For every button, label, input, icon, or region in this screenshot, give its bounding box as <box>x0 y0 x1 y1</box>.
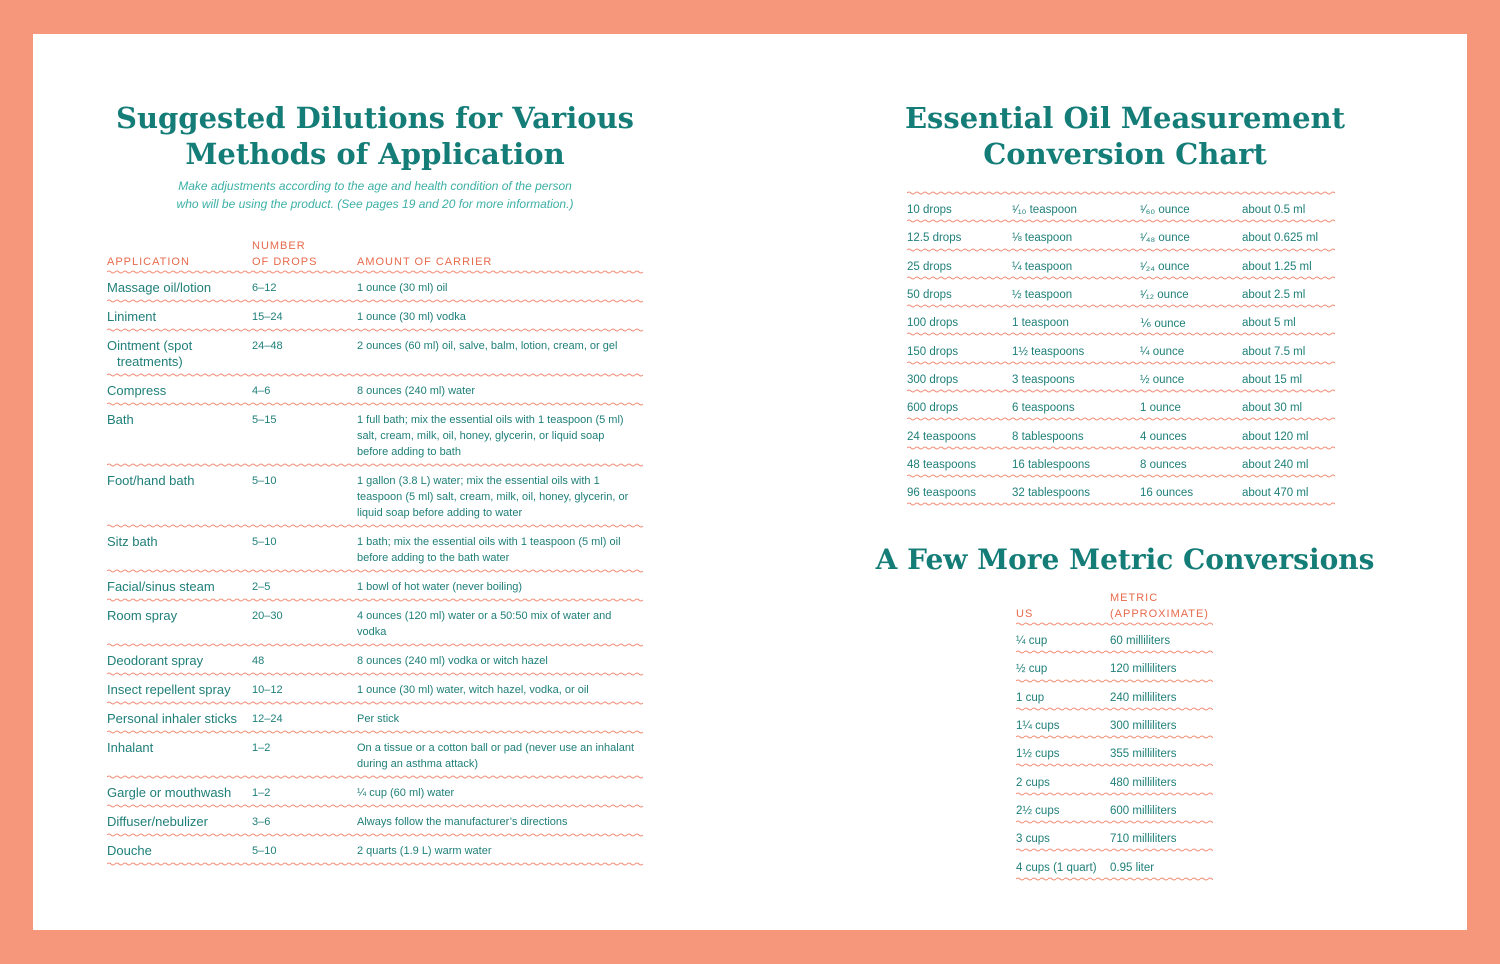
application-cell <box>107 338 252 370</box>
application-cell <box>107 579 252 595</box>
conversion-table <box>907 191 1335 506</box>
drops-cell: 5–10 <box>252 475 277 487</box>
ounce-cell: 4 ounces <box>1140 430 1187 443</box>
ml-cell: about 120 ml <box>1242 430 1309 443</box>
table-row <box>107 602 643 647</box>
drops-cell: 10 drops <box>907 204 952 217</box>
us-cell: 2½ cups <box>1016 804 1060 817</box>
carrier-cell: Always follow the manufacturer’s directions <box>357 816 568 828</box>
us-cell: 1 cup <box>1016 691 1045 704</box>
application-name: Personal inhaler sticks <box>107 711 238 726</box>
carrier-cell: 1 gallon (3.8 L) water; mix the essential oils with 1 teaspoon (5 ml) salt, cream, milk, oil, honey, glycerin, or liquid soap before adding to water <box>357 475 629 519</box>
table-row <box>107 332 643 377</box>
drops-cell: 50 drops <box>907 289 952 302</box>
book-spread <box>33 34 1467 930</box>
teaspoon-cell: ½ teaspoon <box>1012 289 1073 302</box>
ounce-cell: ¹⁄₁₂ ounce <box>1140 289 1189 302</box>
carrier-cell: 8 ounces (240 ml) vodka or witch hazel <box>357 655 548 667</box>
drops-cell: 12.5 drops <box>907 232 962 245</box>
table-row <box>1016 683 1213 711</box>
table-row <box>1016 852 1213 880</box>
table-row <box>1016 739 1213 767</box>
teaspoon-cell: 3 teaspoons <box>1012 373 1075 386</box>
dilutions-subtitle-line1: Make adjustments according to the age and health condition of the person <box>178 179 572 193</box>
table-row <box>907 450 1335 478</box>
teaspoon-cell: 1½ teaspoons <box>1012 345 1085 358</box>
metric-rows <box>1016 626 1213 881</box>
application-name: Inhalant <box>107 740 154 755</box>
metric-cell: 300 milliliters <box>1110 720 1177 733</box>
header-amount-of-carrier: AMOUNT OF CARRIER <box>357 256 493 268</box>
drops-cell: 12–24 <box>252 713 283 725</box>
us-cell: ½ cup <box>1016 663 1048 676</box>
table-row <box>107 837 643 866</box>
carrier-cell: 2 ounces (60 ml) oil, salve, balm, lotion, cream, or gel <box>357 340 618 352</box>
drops-cell: 48 teaspoons <box>907 458 977 471</box>
carrier-cell: 1 bath; mix the essential oils with 1 teaspoon (5 ml) oil before adding to the bath water <box>357 536 621 564</box>
carrier-cell: 2 quarts (1.9 L) warm water <box>357 845 492 857</box>
drops-cell: 5–15 <box>252 414 277 426</box>
metric-title: A Few More Metric Conversions <box>875 543 1375 576</box>
conversion-title-line1: Essential Oil Measurement <box>904 101 1346 135</box>
carrier-cell: 4 ounces (120 ml) water or a 50:50 mix of water and vodka <box>357 610 612 638</box>
header-drops-line2: OF DROPS <box>252 256 318 268</box>
metric-cell: 355 milliliters <box>1110 748 1177 761</box>
table-row <box>907 478 1335 506</box>
application-cell <box>107 608 252 624</box>
dilutions-table-header <box>107 238 643 274</box>
carrier-cell: 1 full bath; mix the essential oils with 1 teaspoon (5 ml) salt, cream, milk, oil, honey, glycerin, or liquid soap before adding to bath <box>357 414 624 458</box>
teaspoon-cell: 16 tablespoons <box>1012 458 1091 471</box>
table-row <box>907 365 1335 393</box>
ml-cell: about 0.625 ml <box>1242 232 1319 245</box>
ml-cell: about 2.5 ml <box>1242 289 1306 302</box>
drops-cell: 96 teaspoons <box>907 487 977 500</box>
conversion-title <box>883 100 1367 172</box>
dilutions-subtitle-line2: who will be using the product. (See pages 19 and 20 for more information.) <box>176 197 574 211</box>
application-cell <box>107 682 252 698</box>
application-name: Foot/hand bath <box>107 473 195 488</box>
carrier-cell: 1 ounce (30 ml) water, witch hazel, vodka, or oil <box>357 684 589 696</box>
ounce-cell: ¹⁄₆₀ ounce <box>1140 204 1190 217</box>
dilutions-table <box>107 238 643 866</box>
application-name: Sitz bath <box>107 534 158 549</box>
application-cell <box>107 309 252 325</box>
carrier-cell: 1 bowl of hot water (never boiling) <box>357 581 523 593</box>
table-row <box>1016 654 1213 682</box>
us-cell: 2 cups <box>1016 776 1050 789</box>
drops-cell: 300 drops <box>907 373 959 386</box>
application-name: Massage oil/lotion <box>107 280 212 295</box>
ml-cell: about 5 ml <box>1242 317 1296 330</box>
application-cell <box>107 814 252 830</box>
teaspoon-cell: ¹⁄₁₀ teaspoon <box>1012 204 1077 217</box>
ml-cell: about 470 ml <box>1242 487 1309 500</box>
drops-cell: 1–2 <box>252 742 271 754</box>
application-name: Gargle or mouthwash <box>107 785 232 800</box>
drops-cell: 24–48 <box>252 340 283 352</box>
table-row <box>107 779 643 808</box>
metric-cell: 480 milliliters <box>1110 776 1177 789</box>
table-row <box>107 808 643 837</box>
metric-cell: 240 milliliters <box>1110 691 1177 704</box>
us-cell: 4 cups (1 quart) <box>1016 861 1097 874</box>
application-cell <box>107 843 252 859</box>
drops-cell: 6–12 <box>252 282 277 294</box>
teaspoon-cell: 1 teaspoon <box>1012 317 1069 330</box>
ml-cell: about 240 ml <box>1242 458 1309 471</box>
table-row <box>107 528 643 573</box>
ml-cell: about 0.5 ml <box>1242 204 1306 217</box>
table-row <box>907 195 1335 223</box>
drops-cell: 20–30 <box>252 610 283 622</box>
table-row <box>907 421 1335 449</box>
header-application: APPLICATION <box>107 256 190 268</box>
drops-cell: 48 <box>252 655 265 667</box>
application-name: Diffuser/nebulizer <box>107 814 208 829</box>
application-name: Bath <box>107 412 134 427</box>
us-cell: 1¼ cups <box>1016 720 1060 733</box>
carrier-cell: ¼ cup (60 ml) water <box>357 787 455 799</box>
table-row <box>1016 767 1213 795</box>
header-drops-line1: NUMBER <box>252 240 306 252</box>
drops-cell: 100 drops <box>907 317 959 330</box>
drops-cell: 24 teaspoons <box>907 430 977 443</box>
carrier-cell: 8 ounces (240 ml) water <box>357 385 475 397</box>
header-us: US <box>1016 608 1034 620</box>
application-name: Liniment <box>107 309 157 324</box>
drops-cell: 1–2 <box>252 787 271 799</box>
table-row <box>1016 824 1213 852</box>
application-name: Facial/sinus steam <box>107 579 215 594</box>
us-cell: 1½ cups <box>1016 748 1060 761</box>
metric-cell: 60 milliliters <box>1110 635 1171 648</box>
dilutions-subtitle <box>107 177 643 213</box>
dilutions-title-line2: Methods of Application <box>185 137 565 171</box>
dilutions-rows <box>107 274 643 866</box>
table-row <box>107 573 643 602</box>
table-row <box>1016 796 1213 824</box>
drops-cell: 600 drops <box>907 402 959 415</box>
ounce-cell: ¼ ounce <box>1140 345 1185 358</box>
application-cell <box>107 383 252 399</box>
teaspoon-cell: 8 tablespoons <box>1012 430 1084 443</box>
table-row <box>907 252 1335 280</box>
header-metric <box>1110 590 1213 622</box>
drops-cell: 15–24 <box>252 311 283 323</box>
application-name: Ointment (spot <box>107 338 193 353</box>
conversion-rows <box>907 195 1335 506</box>
application-cell <box>107 534 252 550</box>
ounce-cell: 16 ounces <box>1140 487 1194 500</box>
ml-cell: about 1.25 ml <box>1242 260 1312 273</box>
header-number-of-drops <box>252 238 357 270</box>
metric-cell: 600 milliliters <box>1110 804 1177 817</box>
drops-cell: 25 drops <box>907 260 952 273</box>
teaspoon-cell: 6 teaspoons <box>1012 402 1075 415</box>
dilutions-title-line1: Suggested Dilutions for Various <box>116 101 634 135</box>
ounce-cell: ⅙ ounce <box>1140 318 1186 331</box>
table-row <box>907 280 1335 308</box>
application-cell <box>107 280 252 296</box>
ounce-cell: ¹⁄₄₈ ounce <box>1140 232 1190 245</box>
table-row <box>907 308 1335 336</box>
application-name: Compress <box>107 383 167 398</box>
us-cell: ¼ cup <box>1016 635 1048 648</box>
dilutions-title <box>107 100 643 172</box>
table-row <box>907 336 1335 364</box>
metric-table-header <box>1016 590 1213 626</box>
table-row <box>107 705 643 734</box>
table-row <box>1016 711 1213 739</box>
application-cell <box>107 653 252 669</box>
application-cell <box>107 473 252 489</box>
application-name: Douche <box>107 843 152 858</box>
table-row <box>107 303 643 332</box>
table-row <box>907 393 1335 421</box>
table-row <box>1016 626 1213 654</box>
ml-cell: about 7.5 ml <box>1242 345 1306 358</box>
carrier-cell: 1 ounce (30 ml) oil <box>357 282 448 294</box>
ounce-cell: 1 ounce <box>1140 402 1181 415</box>
metric-cell: 0.95 liter <box>1110 861 1155 874</box>
table-row <box>107 467 643 528</box>
drops-cell: 2–5 <box>252 581 271 593</box>
table-row <box>107 406 643 467</box>
drops-cell: 150 drops <box>907 345 959 358</box>
table-row <box>107 377 643 406</box>
table-row <box>107 676 643 705</box>
conversion-title-line2: Conversion Chart <box>983 137 1267 171</box>
carrier-cell: 1 ounce (30 ml) vodka <box>357 311 466 323</box>
drops-cell: 5–10 <box>252 536 277 548</box>
ounce-cell: ½ ounce <box>1140 373 1185 386</box>
metric-cell: 710 milliliters <box>1110 833 1177 846</box>
application-name: Insect repellent spray <box>107 682 231 697</box>
table-row <box>107 734 643 779</box>
application-cell <box>107 412 252 428</box>
table-row <box>107 647 643 676</box>
application-cell <box>107 740 252 756</box>
teaspoon-cell: 32 tablespoons <box>1012 487 1091 500</box>
table-row <box>907 223 1335 251</box>
metric-cell: 120 milliliters <box>1110 663 1177 676</box>
application-name: Deodorant spray <box>107 653 204 668</box>
drops-cell: 5–10 <box>252 845 277 857</box>
teaspoon-cell: ¼ teaspoon <box>1012 260 1073 273</box>
application-cell <box>107 711 252 727</box>
ounce-cell: 8 ounces <box>1140 458 1187 471</box>
table-row <box>107 274 643 303</box>
metric-table <box>1016 590 1213 881</box>
us-cell: 3 cups <box>1016 833 1050 846</box>
ml-cell: about 30 ml <box>1242 402 1303 415</box>
ml-cell: about 15 ml <box>1242 373 1303 386</box>
application-name-cont: treatments) <box>117 354 183 369</box>
drops-cell: 10–12 <box>252 684 283 696</box>
teaspoon-cell: ⅛ teaspoon <box>1012 232 1073 245</box>
application-cell <box>107 785 252 801</box>
carrier-cell: Per stick <box>357 713 400 725</box>
carrier-cell: On a tissue or a cotton ball or pad (never use an inhalant during an asthma attack) <box>357 742 635 770</box>
application-name: Room spray <box>107 608 178 623</box>
header-metric-line2: (APPROXIMATE) <box>1110 608 1209 620</box>
header-metric-line1: METRIC <box>1110 592 1159 604</box>
drops-cell: 4–6 <box>252 385 271 397</box>
ounce-cell: ¹⁄₂₄ ounce <box>1140 260 1190 273</box>
drops-cell: 3–6 <box>252 816 271 828</box>
